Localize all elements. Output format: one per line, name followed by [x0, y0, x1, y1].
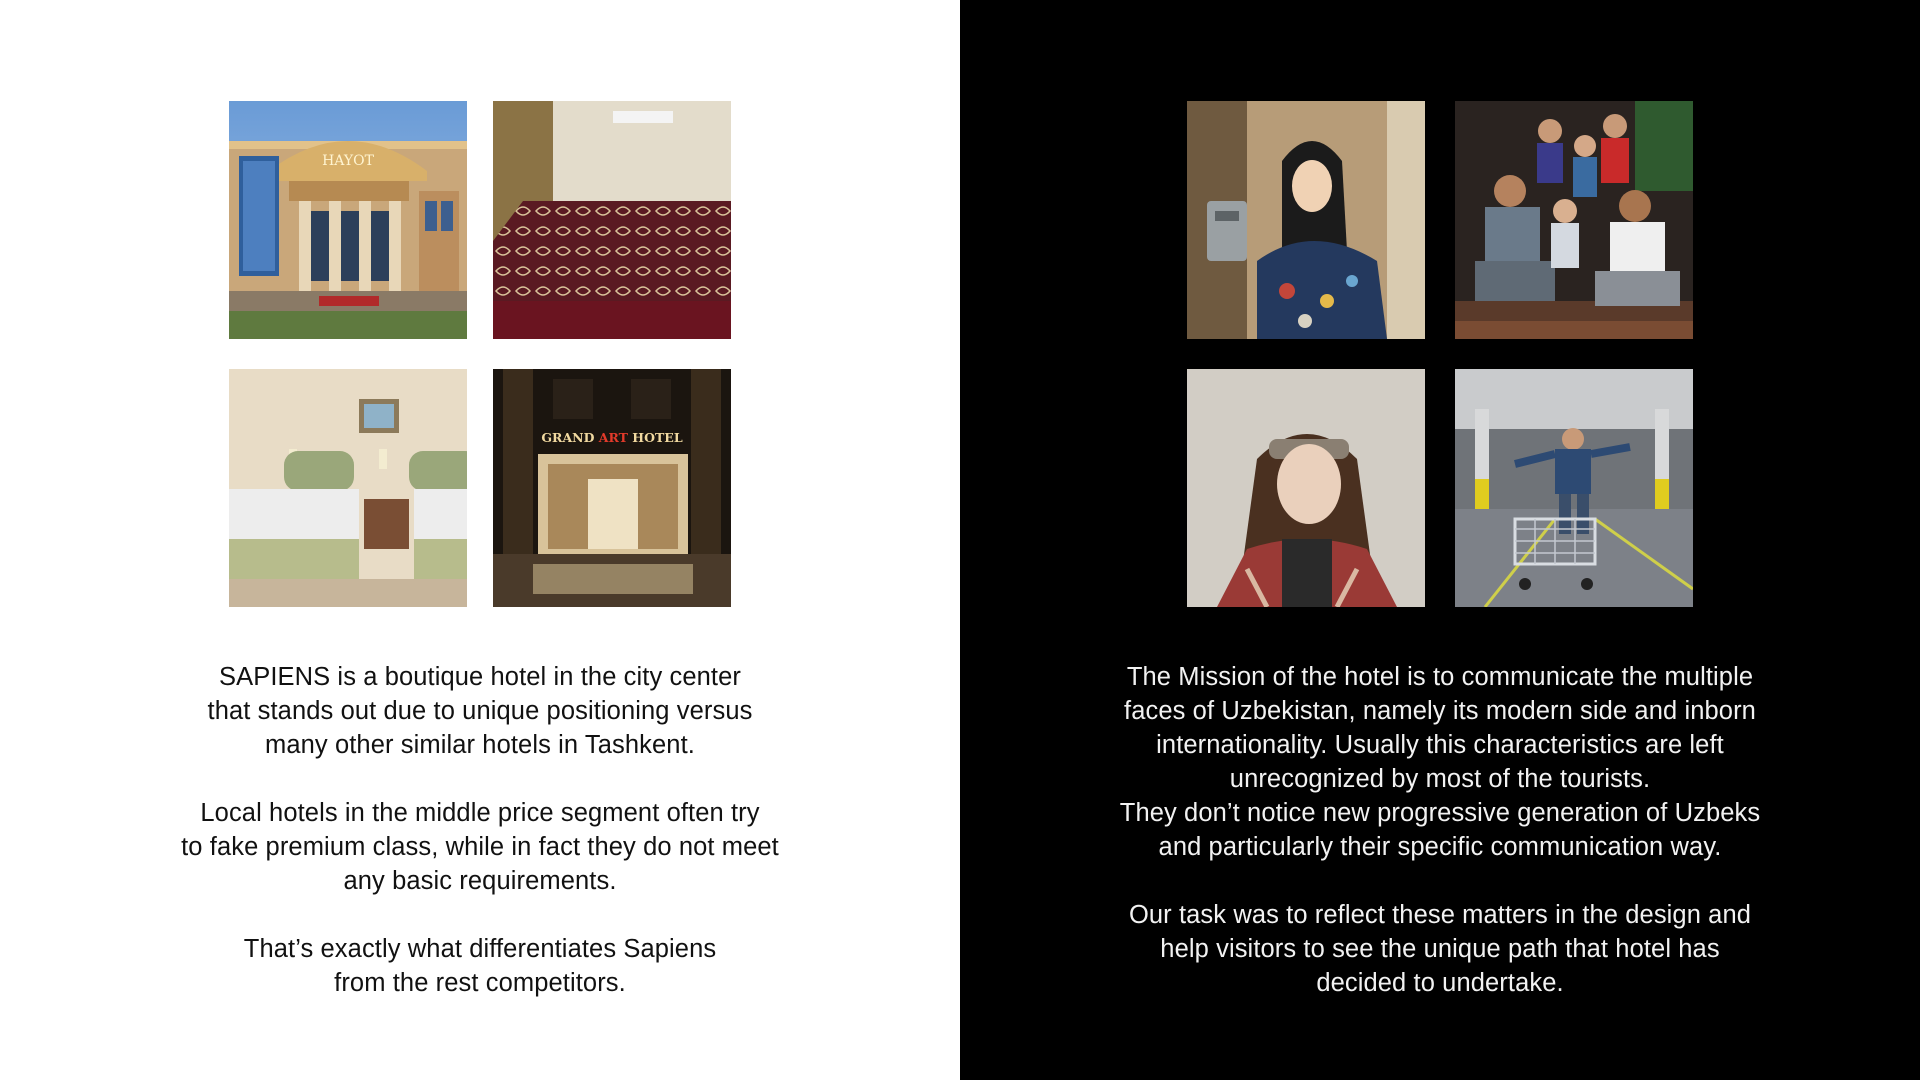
text-line: and particularly their specific communication way.	[1158, 833, 1722, 861]
text-line: The Mission of the hotel is to communicate the multiple	[1126, 663, 1754, 691]
text-line: Our task was to reflect these matters in the design and	[1128, 901, 1752, 929]
text-line: help visitors to see the unique path that hotel has	[1160, 935, 1720, 963]
left-paragraph-3	[0, 932, 960, 1000]
sign-word-hotel: HOTEL	[632, 430, 683, 445]
right-paragraph-1	[960, 660, 1920, 864]
text-line: internationality. Usually this characteristics are left	[1156, 731, 1724, 759]
hotel-facade-photo	[229, 101, 467, 339]
twin-room-photo	[229, 369, 467, 607]
text-line: SAPIENS is a boutique hotel in the city center	[219, 663, 741, 691]
left-paragraph-2	[0, 796, 960, 898]
grand-art-hotel-photo	[493, 369, 731, 607]
sign-word-art: ART	[598, 430, 628, 445]
hotel-bedroom-photo	[493, 101, 731, 339]
text-line: decided to undertake.	[1316, 969, 1564, 997]
sign-word-grand: GRAND	[541, 430, 595, 445]
text-line: any basic requirements.	[343, 867, 617, 895]
text-line: unrecognized by most of the tourists.	[1229, 765, 1651, 793]
parking-cart-photo	[1455, 369, 1693, 607]
right-description	[960, 660, 1920, 1000]
text-line: Local hotels in the middle price segment often try	[200, 799, 760, 827]
woman-payphone-photo	[1187, 101, 1425, 339]
group-stairs-photo	[1455, 101, 1693, 339]
left-description	[0, 660, 960, 1000]
text-line: many other similar hotels in Tashkent.	[265, 731, 695, 759]
right-paragraph-2	[960, 898, 1920, 1000]
hotel-facade-sign: HAYOT	[322, 153, 374, 169]
text-line: from the rest competitors.	[334, 969, 626, 997]
text-line: that stands out due to unique positioning versus	[207, 697, 753, 725]
svg-text:GRAND ART HOTEL	[541, 430, 682, 445]
text-line: to fake premium class, while in fact they do not meet	[181, 833, 779, 861]
text-line: faces of Uzbekistan, namely its modern side and inborn	[1124, 697, 1756, 725]
left-paragraph-1	[0, 660, 960, 762]
text-line: That’s exactly what differentiates Sapiens	[243, 935, 717, 963]
right-panel	[960, 0, 1920, 1080]
text-line: They don’t notice new progressive generation of Uzbeks	[1119, 799, 1761, 827]
portrait-photo	[1187, 369, 1425, 607]
